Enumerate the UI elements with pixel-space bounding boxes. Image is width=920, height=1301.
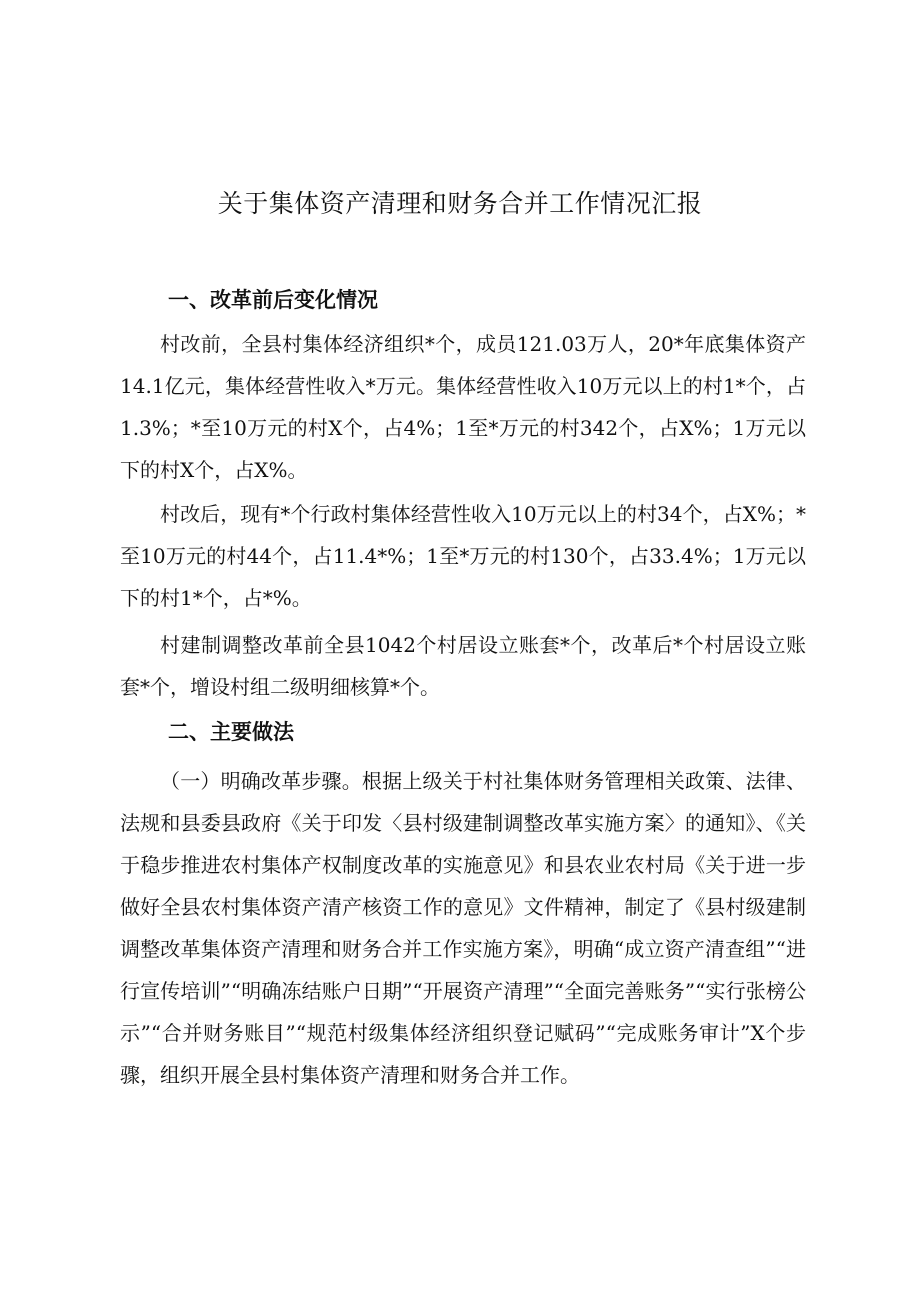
paragraph-before-reform: 村改前，全县村集体经济组织*个，成员121.03万人，20*年底集体资产14.1亿元，集体经营性收入*万元。集体经营性收入10万元以上的村1*个，占1.3%；*至10万元的村X个，占4%；1至*万元的村342个，占X%；1万元以下的村X个，占X%。: [120, 332, 806, 482]
paragraph-reform-steps: （一）明确改革步骤。根据上级关于村社集体财务管理相关政策、法律、法规和县委县政府《关于印发〈县村级建制调整改革实施方案〉的通知》、《关于稳步推进农村集体产权制度改革的实施意见》和县农业农村局《关于进一步做好全县农村集体资产清产核资工作的意见》文件精神，制定了《县村级建制调整改革集体资产清理和财务合并工作实施方案》，明确“成立资产清查组”“进行宣传培训”“明确冻结账户日期”“开展资产清理”“全面完善账务”“实行张榜公示”“合并财务账目”“规范村级集体经济组织登记赋码”“完成账务审计”X个步骤，组织开展全县村集体资产清理和财务合并工作。: [120, 769, 806, 1087]
section-heading-methods: 二、主要做法: [168, 720, 294, 744]
paragraph-after-reform: 村改后，现有*个行政村集体经营性收入10万元以上的村34个，占X%；*至10万元的村44个，占11.4*%；1至*万元的村130个，占33.4%；1万元以下的村1*个，占*%。: [120, 502, 806, 610]
document-title: 关于集体资产清理和财务合并工作情况汇报: [217, 189, 703, 218]
paragraph-account-sets: 村建制调整改革前全县1042个村居设立账套*个，改革后*个村居设立账套*个，增设村组二级明细核算*个。: [120, 633, 806, 699]
section-heading-changes: 一、改革前后变化情况: [168, 288, 378, 312]
